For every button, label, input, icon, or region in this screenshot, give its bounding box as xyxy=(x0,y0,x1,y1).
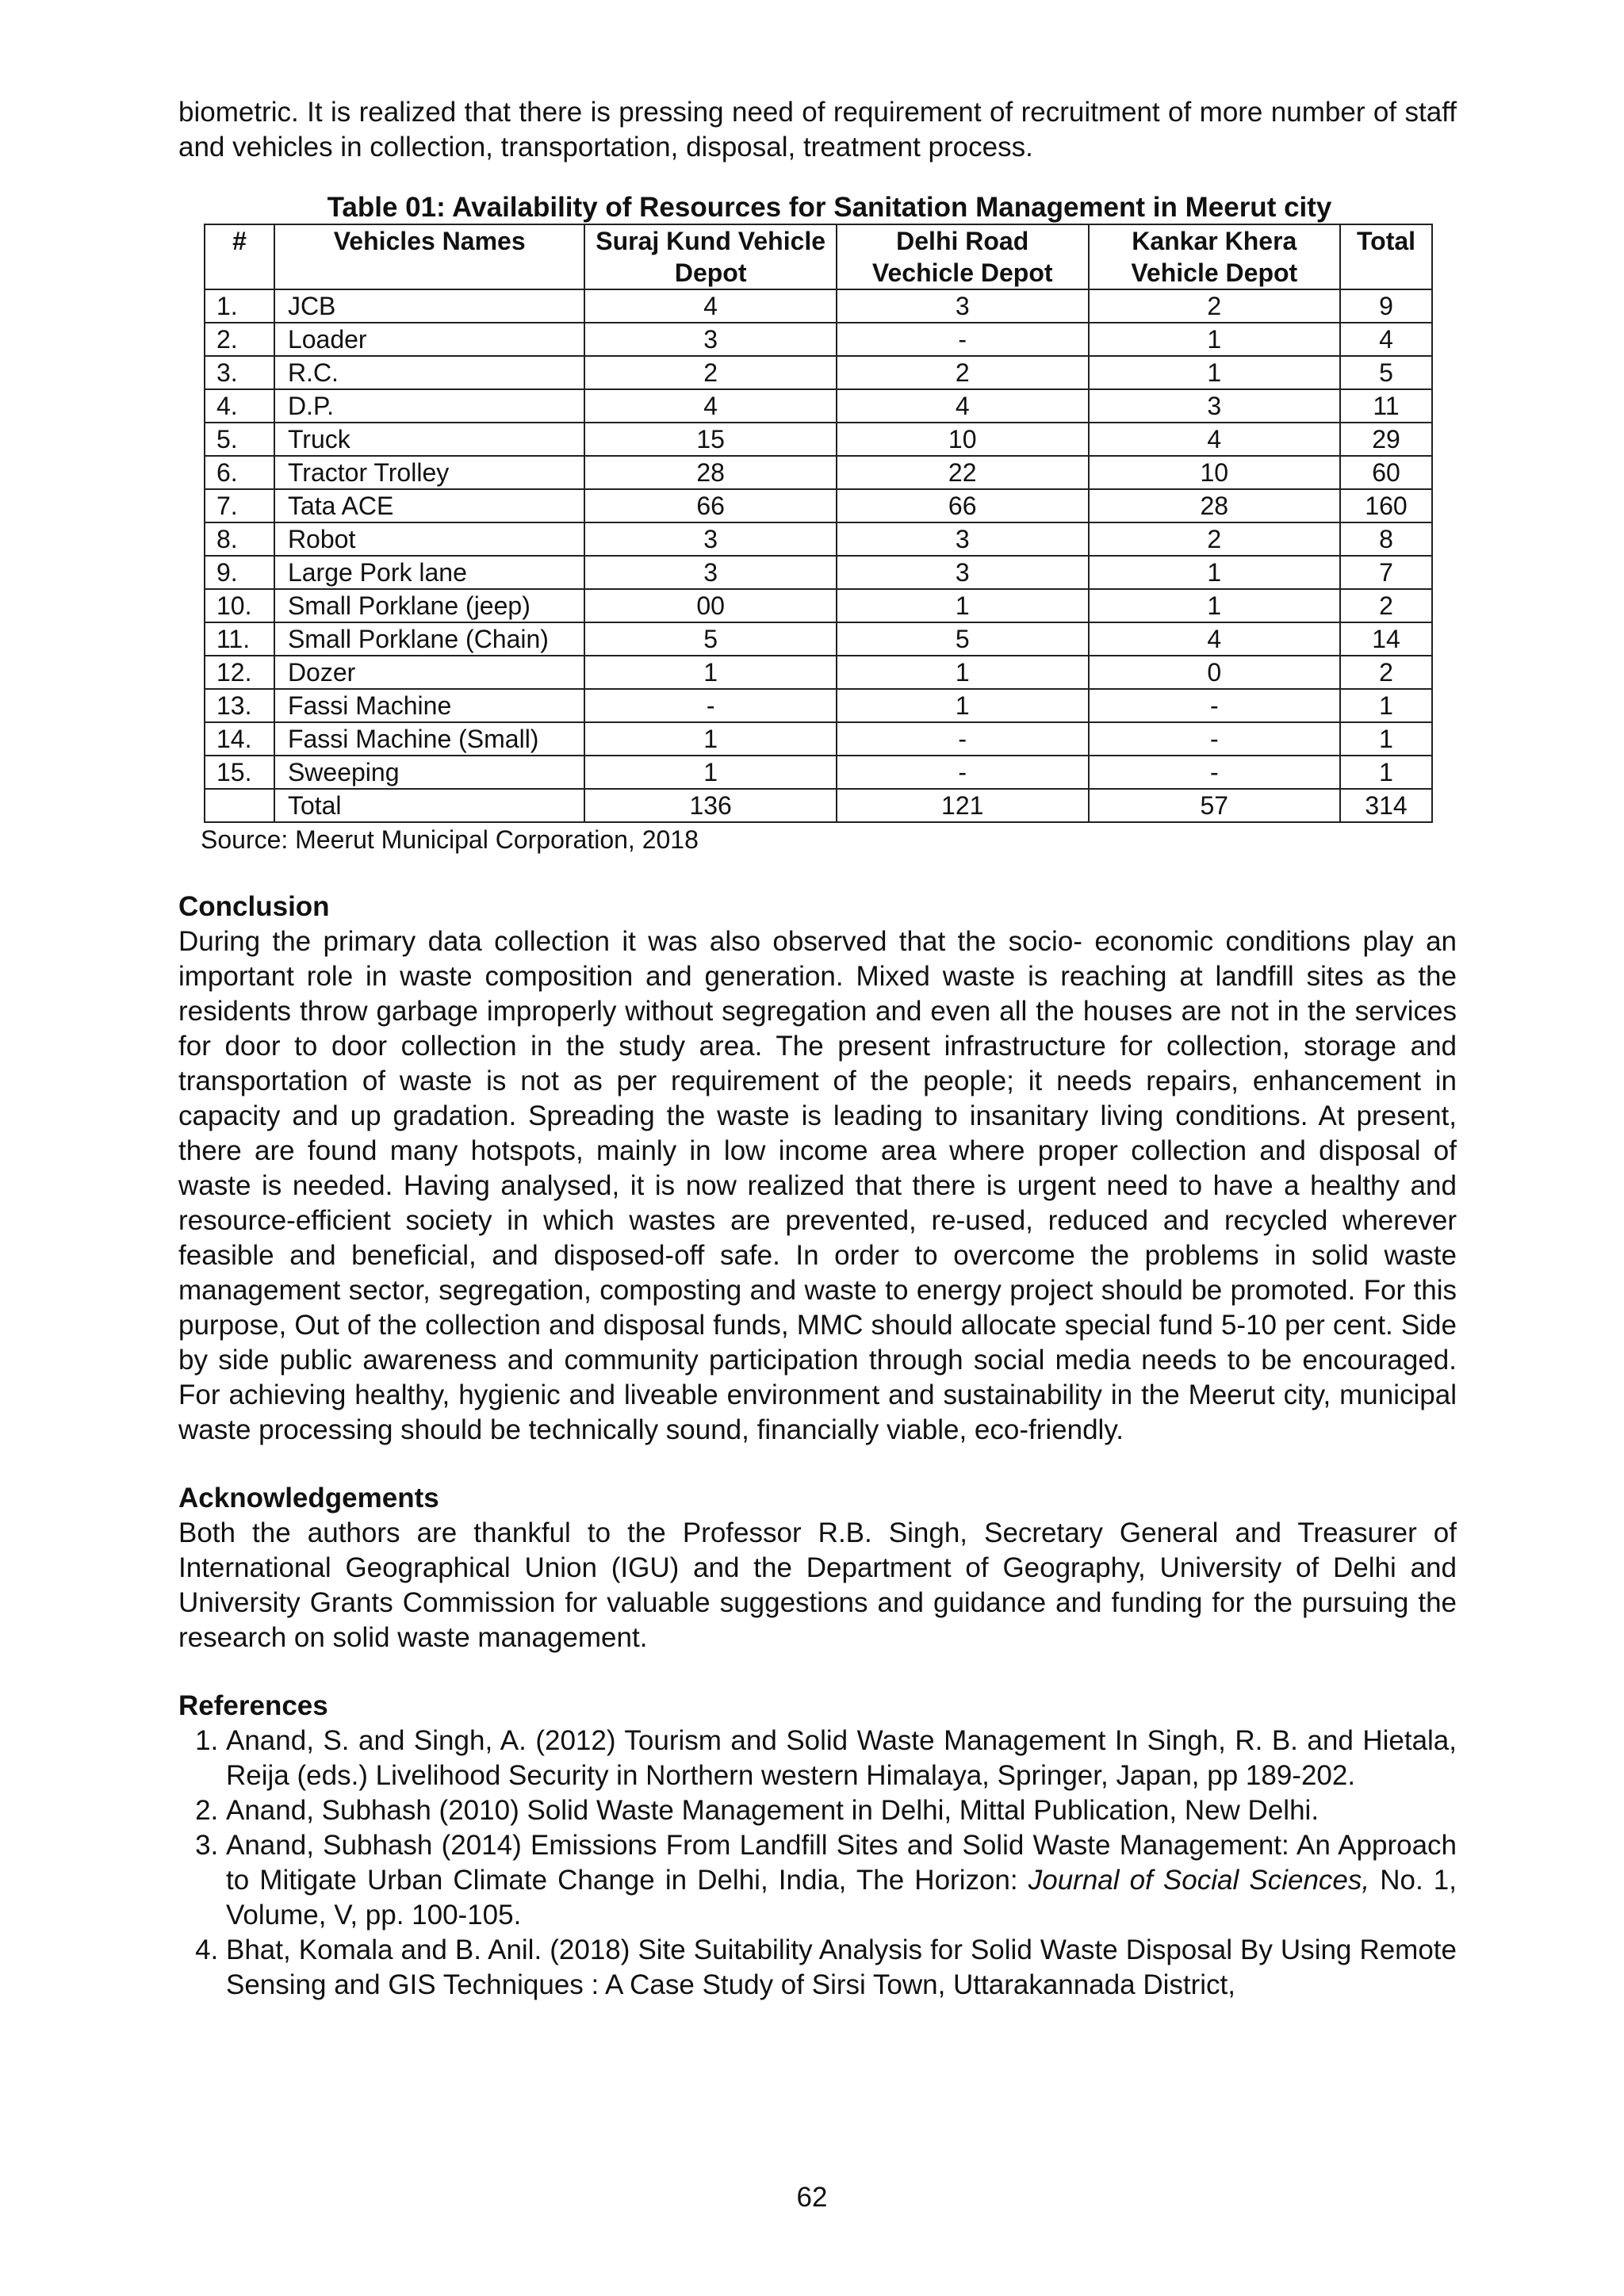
count-cell: 10 xyxy=(1089,456,1341,489)
table-body xyxy=(205,289,1432,822)
table-row xyxy=(205,456,1432,489)
table-row xyxy=(205,489,1432,522)
count-cell: 1 xyxy=(1089,356,1341,389)
table-row xyxy=(205,589,1432,622)
count-cell: 1 xyxy=(1089,556,1341,589)
references-list xyxy=(178,1724,1457,2003)
table-header-cell: Delhi Road Vechicle Depot xyxy=(837,224,1089,289)
count-cell: 4 xyxy=(1089,622,1341,656)
page-number: 62 xyxy=(796,2182,828,2213)
reference-item xyxy=(226,1828,1457,1933)
count-cell: 9 xyxy=(1340,289,1432,323)
row-index-cell: 2. xyxy=(205,323,274,356)
count-cell: 5 xyxy=(1340,356,1432,389)
row-index-cell: 14. xyxy=(205,722,274,756)
reference-item: 1. Anand, S. and Singh, A. (2012) Tourism and Solid Waste Management In Singh, R. B. and Hietala, Reija (eds.) Livelihood Security in Northern western Himalaya, Springer, Japan, pp 189-202. xyxy=(226,1724,1457,1793)
count-cell: 00 xyxy=(584,589,837,622)
vehicle-name-cell: Sweeping xyxy=(274,756,584,789)
count-cell: 1 xyxy=(584,722,837,756)
references-heading: References xyxy=(178,1690,328,1721)
count-cell: 4 xyxy=(584,289,837,323)
count-cell: 22 xyxy=(837,456,1089,489)
table-source: Source: Meerut Municipal Corporation, 2018 xyxy=(201,825,699,854)
table-row xyxy=(205,556,1432,589)
table-row xyxy=(205,389,1432,423)
count-cell: 4 xyxy=(584,389,837,423)
row-index-cell: 12. xyxy=(205,656,274,689)
count-cell: 2 xyxy=(1089,289,1341,323)
count-cell: 3 xyxy=(584,522,837,556)
count-cell: - xyxy=(584,689,837,722)
count-cell: 66 xyxy=(837,489,1089,522)
count-cell: 4 xyxy=(837,389,1089,423)
row-index-cell: 11. xyxy=(205,622,274,656)
reference-text: No. 1, Volume, V, pp. 100-105. xyxy=(226,1865,1457,1931)
count-cell: 7 xyxy=(1340,556,1432,589)
row-index-cell: 6. xyxy=(205,456,274,489)
page-content xyxy=(178,95,1457,2003)
row-index-cell: 9. xyxy=(205,556,274,589)
count-cell: 8 xyxy=(1340,522,1432,556)
vehicle-name-cell: Truck xyxy=(274,423,584,456)
count-cell: 3 xyxy=(1089,389,1341,423)
row-index-cell: 5. xyxy=(205,423,274,456)
table-row xyxy=(205,323,1432,356)
table-row xyxy=(205,522,1432,556)
row-index-cell: 13. xyxy=(205,689,274,722)
reference-text: Anand, Subhash (2014) Emissions From Landfill Sites and Solid Waste Management: An Approach to Mitigate Urban Climate Change in Delhi, India, The Horizon: xyxy=(226,1830,1457,1896)
count-cell: 1 xyxy=(837,689,1089,722)
vehicle-name-cell: Tata ACE xyxy=(274,489,584,522)
count-cell: 314 xyxy=(1340,789,1432,822)
vehicle-name-cell: D.P. xyxy=(274,389,584,423)
table-row xyxy=(205,689,1432,722)
row-index-cell xyxy=(205,789,274,822)
count-cell: 1 xyxy=(1089,589,1341,622)
count-cell: 57 xyxy=(1089,789,1341,822)
count-cell: 28 xyxy=(1089,489,1341,522)
acknowledgements-heading: Acknowledgements xyxy=(178,1483,439,1513)
vehicle-name-cell: Fassi Machine (Small) xyxy=(274,722,584,756)
count-cell: 60 xyxy=(1340,456,1432,489)
table-row xyxy=(205,423,1432,456)
vehicle-name-cell: Loader xyxy=(274,323,584,356)
count-cell: - xyxy=(837,722,1089,756)
count-cell: 11 xyxy=(1340,389,1432,423)
table-row xyxy=(205,756,1432,789)
count-cell: 3 xyxy=(837,289,1089,323)
table-header-cell: # xyxy=(205,224,274,289)
table-row xyxy=(205,289,1432,323)
count-cell: 5 xyxy=(837,622,1089,656)
count-cell: 29 xyxy=(1340,423,1432,456)
conclusion-heading: Conclusion xyxy=(178,891,330,922)
row-index-cell: 10. xyxy=(205,589,274,622)
row-index-cell: 7. xyxy=(205,489,274,522)
table-header-cell: Kankar Khera Vehicle Depot xyxy=(1089,224,1341,289)
vehicle-name-cell: Total xyxy=(274,789,584,822)
count-cell: 160 xyxy=(1340,489,1432,522)
vehicle-name-cell: R.C. xyxy=(274,356,584,389)
count-cell: 66 xyxy=(584,489,837,522)
count-cell: 0 xyxy=(1089,656,1341,689)
vehicle-name-cell: Small Porklane (Chain) xyxy=(274,622,584,656)
row-index-cell: 3. xyxy=(205,356,274,389)
count-cell: 2 xyxy=(1340,589,1432,622)
vehicle-name-cell: Tractor Trolley xyxy=(274,456,584,489)
count-cell: 1 xyxy=(1340,756,1432,789)
table-header-cell: Vehicles Names xyxy=(274,224,584,289)
count-cell: 3 xyxy=(837,556,1089,589)
count-cell: 4 xyxy=(1340,323,1432,356)
count-cell: 3 xyxy=(584,556,837,589)
count-cell: 136 xyxy=(584,789,837,822)
conclusion-paragraph: During the primary data collection it was also observed that the socio- economic conditions play an important role in waste composition and generation. Mixed waste is reaching at landfill sites as the residents throw garbage improperly without segregation and even all the houses are not in the services for door to door collection in the study area. The present infrastructure for collection, storage and transportation of waste is not as per requirement of the people; it needs repairs, enhancement in capacity and up gradation. Spreading the waste is leading to insanitary living conditions. At present, there are found many hotspots, mainly in low income area where proper collection and disposal of waste is needed. Having analysed, it is now realized that there is urgent need to have a healthy and resource-efficient society in which wastes are prevented, re-used, reduced and recycled wherever feasible and beneficial, and disposed-off safe. In order to overcome the problems in solid waste management sector, segregation, composting and waste to energy project should be promoted. For this purpose, Out of the collection and disposal funds, MMC should allocate special fund 5-10 per cent. Side by side public awareness and community participation through social media needs to be encouraged. For achieving healthy, hygienic and liveable environment and sustainability in the Meerut city, municipal waste processing should be technically sound, financially viable, eco-friendly. xyxy=(178,926,1457,1445)
count-cell: 4 xyxy=(1089,423,1341,456)
count-cell: 2 xyxy=(1089,522,1341,556)
count-cell: - xyxy=(837,756,1089,789)
reference-item: 4. Bhat, Komala and B. Anil. (2018) Site Suitability Analysis for Solid Waste Disposal By Using Remote Sensing and GIS Techniques : A Case Study of Sirsi Town, Uttarakannada District, xyxy=(226,1933,1457,2003)
vehicle-name-cell: Robot xyxy=(274,522,584,556)
vehicle-name-cell: JCB xyxy=(274,289,584,323)
row-index-cell: 1. xyxy=(205,289,274,323)
count-cell: - xyxy=(1089,722,1341,756)
reference-journal: Journal of Social Sciences, xyxy=(1028,1865,1370,1896)
count-cell: 1 xyxy=(1340,722,1432,756)
count-cell: 5 xyxy=(584,622,837,656)
table-header-row xyxy=(205,224,1432,289)
count-cell: 15 xyxy=(584,423,837,456)
resources-table xyxy=(204,224,1433,823)
row-index-cell: 15. xyxy=(205,756,274,789)
count-cell: 1 xyxy=(837,656,1089,689)
count-cell: 1 xyxy=(1340,689,1432,722)
table-row xyxy=(205,722,1432,756)
count-cell: 1 xyxy=(837,589,1089,622)
vehicle-name-cell: Dozer xyxy=(274,656,584,689)
count-cell: - xyxy=(1089,756,1341,789)
vehicle-name-cell: Small Porklane (jeep) xyxy=(274,589,584,622)
count-cell: 1 xyxy=(1089,323,1341,356)
count-cell: - xyxy=(1089,689,1341,722)
vehicle-name-cell: Large Pork lane xyxy=(274,556,584,589)
count-cell: 3 xyxy=(837,522,1089,556)
table-title: Table 01: Availability of Resources for Sanitation Management in Meerut city xyxy=(327,192,1332,223)
table-header-cell: Total xyxy=(1340,224,1432,289)
table-header-cell: Suraj Kund Vehicle Depot xyxy=(584,224,837,289)
count-cell: 1 xyxy=(584,656,837,689)
count-cell: 10 xyxy=(837,423,1089,456)
count-cell: 2 xyxy=(1340,656,1432,689)
table-total-row xyxy=(205,789,1432,822)
intro-paragraph: biometric. It is realized that there is pressing need of requirement of recruitment of more number of staff and vehicles in collection, transportation, disposal, treatment process. xyxy=(178,97,1457,163)
count-cell: 2 xyxy=(584,356,837,389)
reference-item: 2. Anand, Subhash (2010) Solid Waste Management in Delhi, Mittal Publication, New Delhi. xyxy=(226,1793,1457,1828)
count-cell: 28 xyxy=(584,456,837,489)
count-cell: - xyxy=(837,323,1089,356)
acknowledgements-paragraph: Both the authors are thankful to the Professor R.B. Singh, Secretary General and Treasurer of International Geographical Union (IGU) and the Department of Geography, University of Delhi and University Grants Commission for valuable suggestions and guidance and funding for the pursuing the research on solid waste management. xyxy=(178,1517,1457,1653)
count-cell: 121 xyxy=(837,789,1089,822)
count-cell: 1 xyxy=(584,756,837,789)
count-cell: 3 xyxy=(584,323,837,356)
count-cell: 14 xyxy=(1340,622,1432,656)
table-row xyxy=(205,356,1432,389)
count-cell: 2 xyxy=(837,356,1089,389)
row-index-cell: 8. xyxy=(205,522,274,556)
table-row xyxy=(205,656,1432,689)
row-index-cell: 4. xyxy=(205,389,274,423)
table-row xyxy=(205,622,1432,656)
vehicle-name-cell: Fassi Machine xyxy=(274,689,584,722)
